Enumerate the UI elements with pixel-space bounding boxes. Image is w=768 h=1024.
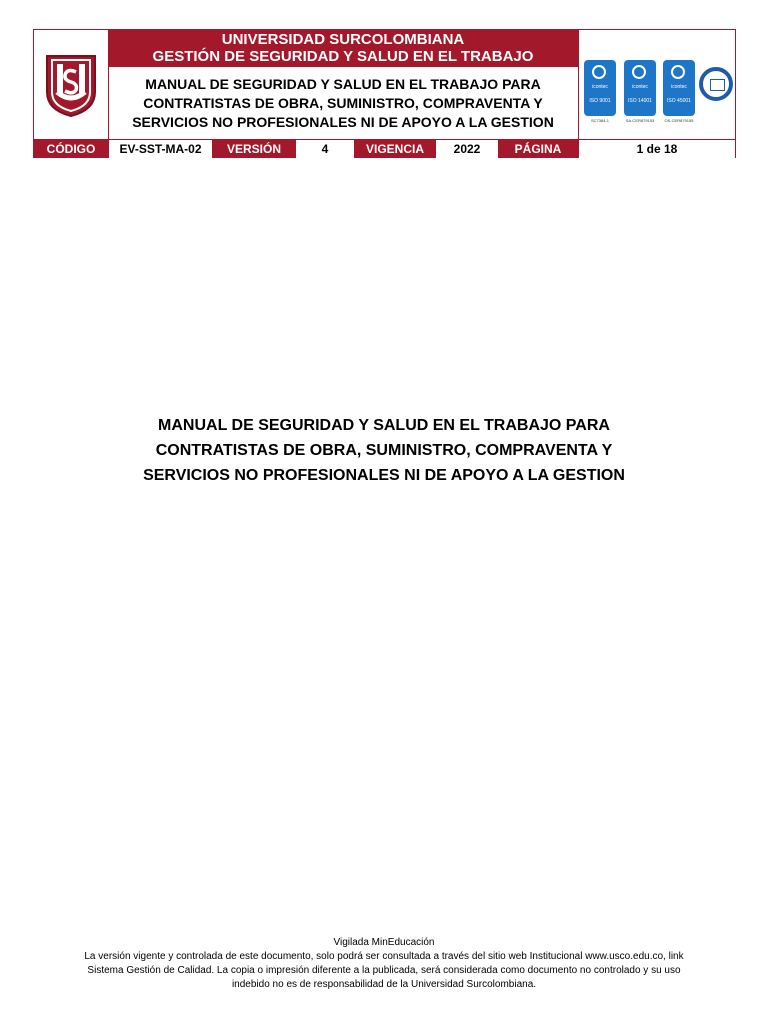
cert-standard: ISO 9001: [589, 98, 611, 104]
codigo-label: CÓDIGO: [34, 140, 108, 158]
manual-title-line-1: MANUAL DE SEGURIDAD Y SALUD EN EL TRABAJO PARA: [145, 75, 541, 92]
institution-title-band: [108, 30, 578, 67]
cert-code: SA-CER879153: [625, 118, 655, 123]
icontec-iso45001-badge-icon: [663, 60, 695, 116]
manual-title-cell: [108, 67, 578, 139]
iqnet-seal-icon: [699, 67, 733, 101]
main-title-line-1: MANUAL DE SEGURIDAD Y SALUD EN EL TRABAJO PARA: [158, 417, 610, 434]
cert-code: SC7384-1: [590, 118, 609, 123]
cert-standard: ISO 14001: [628, 98, 652, 104]
pagina-value: 1 de 18: [578, 140, 735, 158]
department-name: GESTIÓN DE SEGURIDAD Y SALUD EN EL TRABAJO: [152, 48, 534, 65]
cert-brand: icontec: [632, 84, 648, 90]
institution-name: UNIVERSIDAD SURCOLOMBIANA: [221, 31, 465, 48]
version-value: 4: [296, 140, 354, 158]
university-shield-logo: [43, 52, 99, 118]
cert-code: OS-CER879155: [664, 118, 694, 123]
cert-brand: icontec: [592, 84, 608, 90]
document-header: [33, 29, 736, 158]
footer-line-4: indebido no es de responsabilidad de la Universidad Surcolombiana.: [231, 979, 537, 990]
vigencia-value: 2022: [436, 140, 498, 158]
vigencia-label: VIGENCIA: [354, 140, 436, 158]
main-title-line-3: SERVICIOS NO PROFESIONALES NI DE APOYO A LA GESTION: [143, 467, 625, 484]
footer-line-2: La versión vigente y controlada de este documento, solo podrá ser consultada a través del sitio web Institucional www.usco.edu.co, link: [84, 951, 684, 962]
manual-title-line-3: SERVICIOS NO PROFESIONALES NI DE APOYO A LA GESTION: [132, 113, 554, 130]
document-info-row: [34, 139, 735, 158]
icontec-iso9001-badge-icon: [584, 60, 616, 116]
logo-cell: [34, 30, 109, 139]
version-label: VERSIÓN: [212, 140, 296, 158]
document-main-title: [0, 413, 768, 488]
document-footer: [0, 936, 768, 992]
codigo-value: EV-SST-MA-02: [108, 140, 212, 158]
icontec-iso14001-badge-icon: [624, 60, 656, 116]
footer-line-3: Sistema Gestión de Calidad. La copia o impresión diferente a la publicada, será considerada como documento no controlado y su uso: [87, 965, 681, 976]
main-title-line-2: CONTRATISTAS DE OBRA, SUMINISTRO, COMPRAVENTA Y: [155, 442, 613, 459]
cert-standard: ISO 45001: [667, 98, 691, 104]
certifications-cell: [578, 30, 736, 139]
footer-line-1: Vigilada MinEducación: [333, 937, 435, 948]
pagina-label: PÁGINA: [498, 140, 578, 158]
manual-title-line-2: CONTRATISTAS DE OBRA, SUMINISTRO, COMPRAVENTA Y: [143, 94, 543, 111]
cert-brand: icontec: [671, 84, 687, 90]
